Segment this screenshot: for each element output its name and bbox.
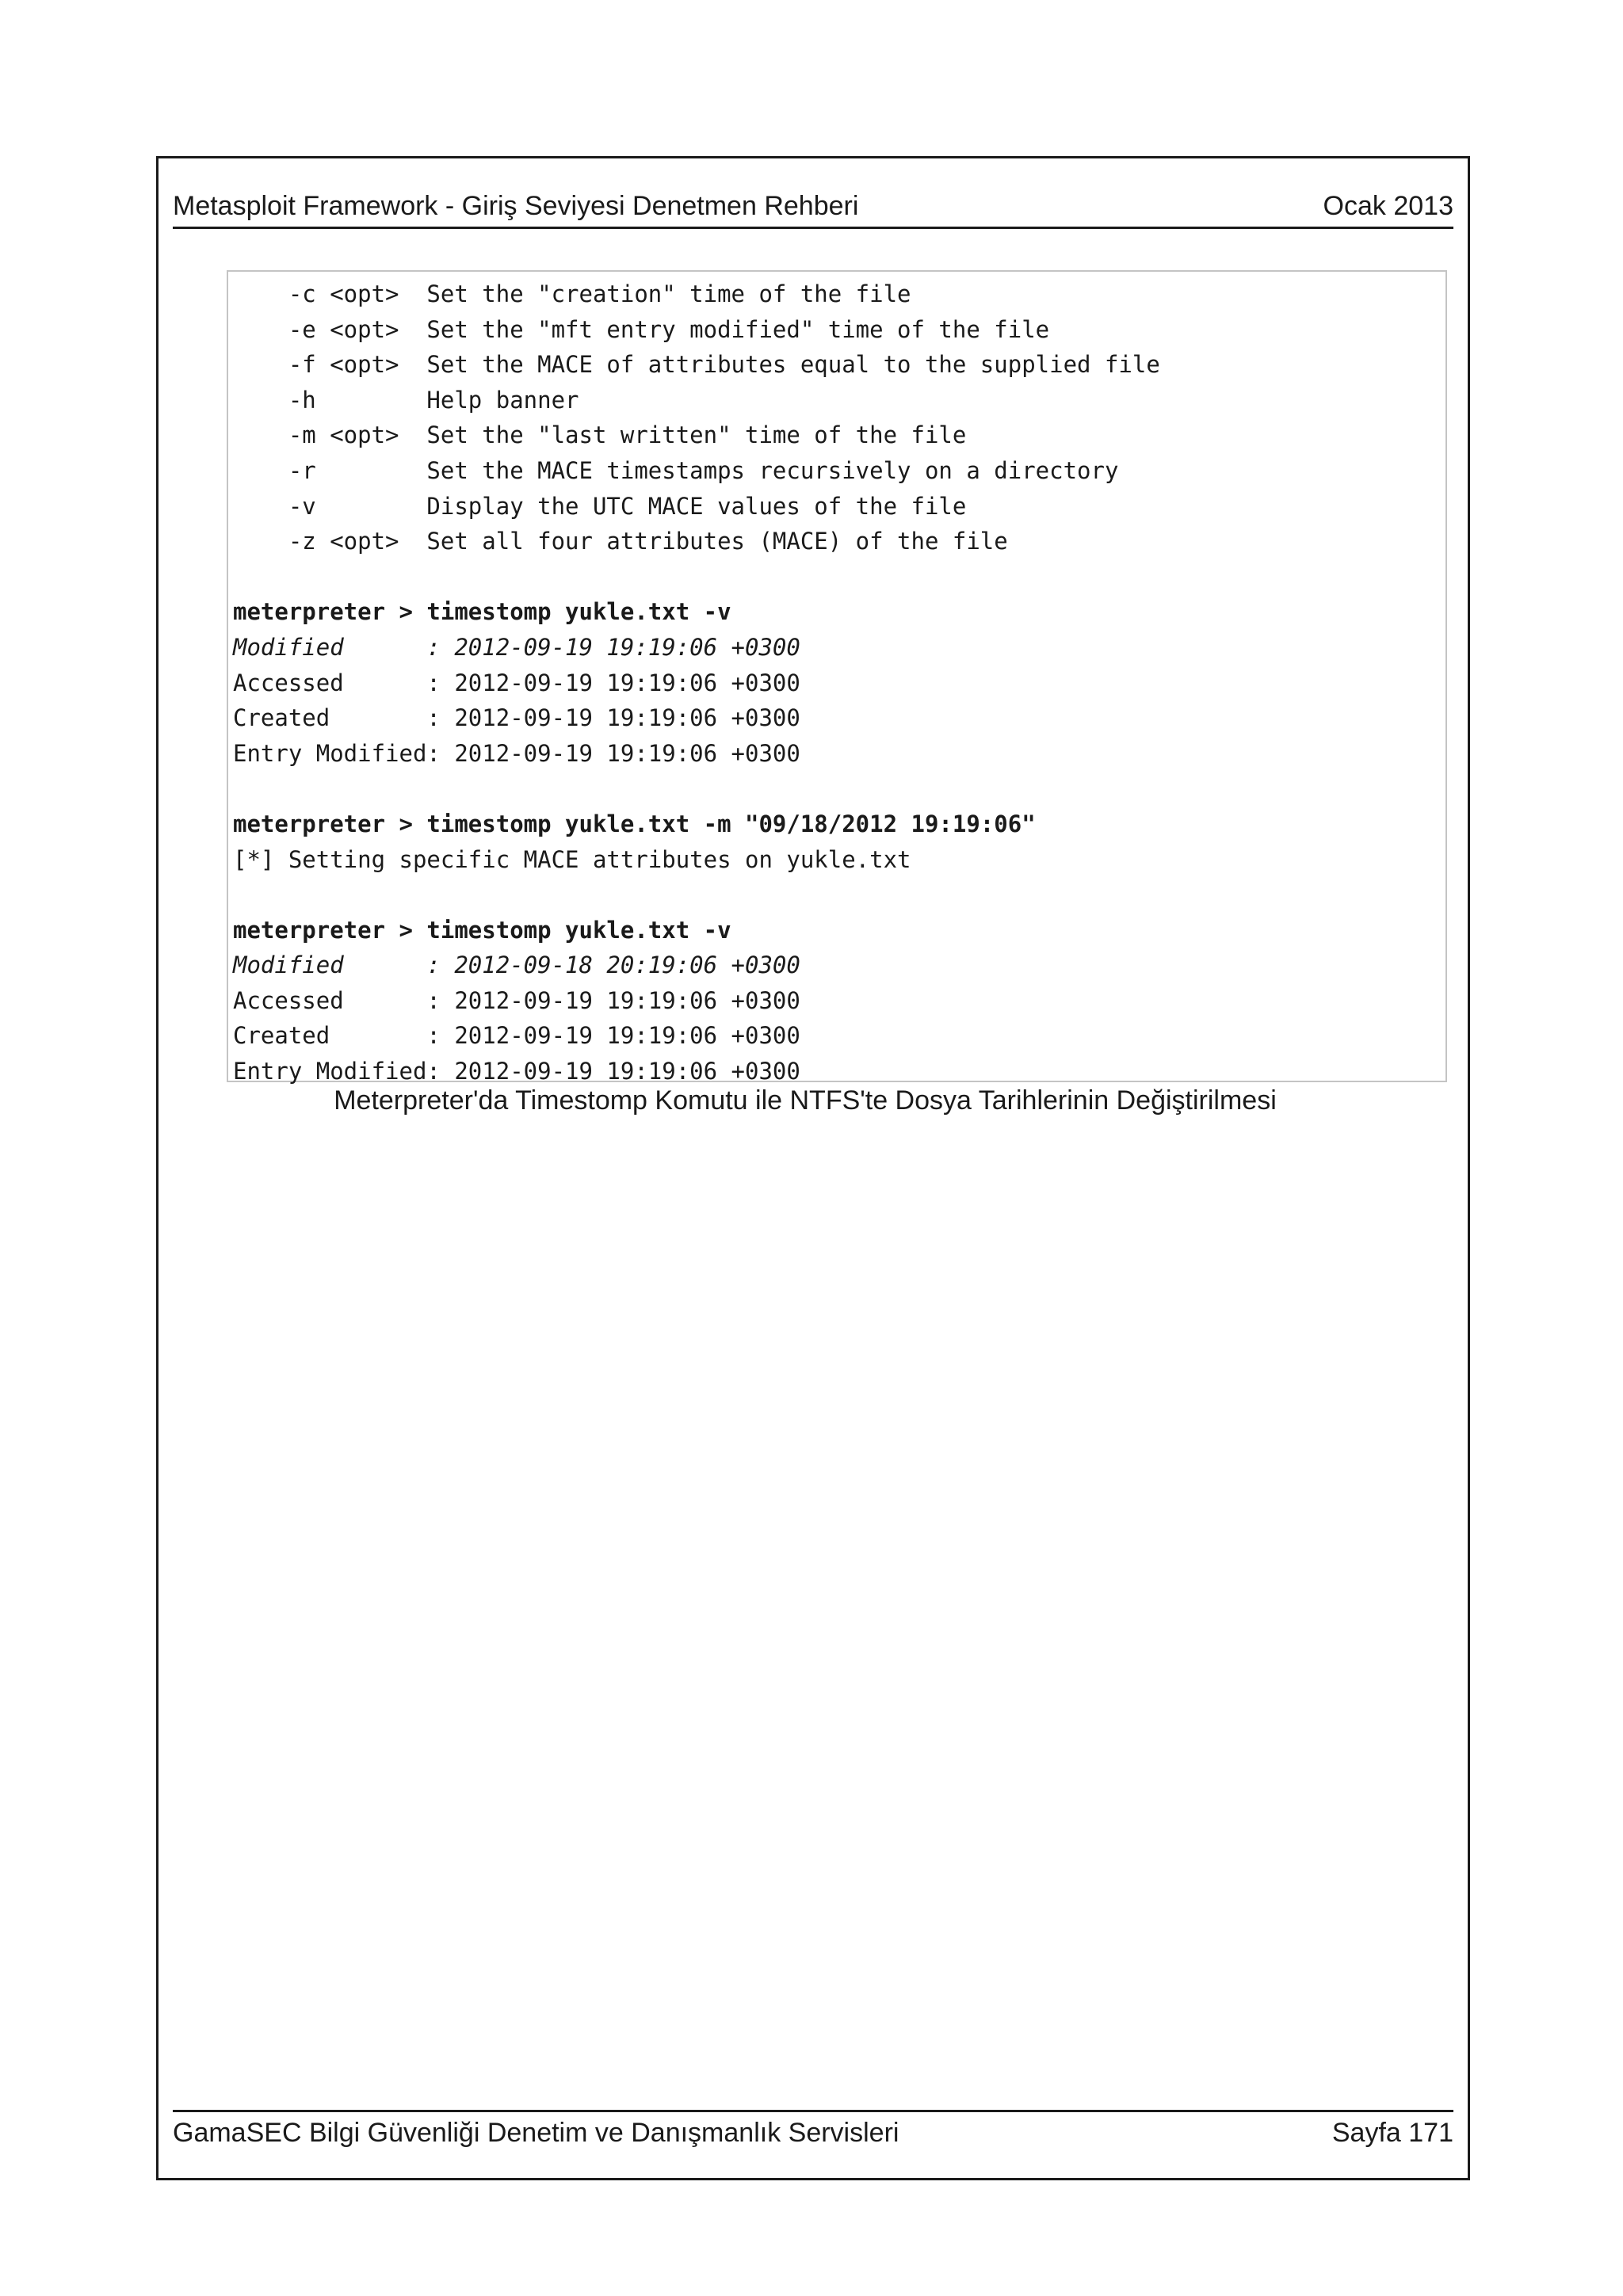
page-footer [173,2110,1453,2157]
footer-company: GamaSEC Bilgi Güvenliği Denetim ve Danışmanlık Servisleri [173,2118,899,2148]
code-line: Accessed : 2012-09-19 19:19:06 +0300 [233,669,800,696]
code-line: -f <opt> Set the MACE of attributes equal to the supplied file [233,351,1160,379]
code-line [233,559,1445,595]
code-line: Created : 2012-09-19 19:19:06 +0300 [233,704,800,732]
code-line: -c <opt> Set the "creation" time of the file [233,280,911,307]
code-line: Created : 2012-09-19 19:19:06 +0300 [233,1022,800,1050]
code-line: meterpreter > timestomp yukle.txt -v [233,916,731,944]
code-line: meterpreter > timestomp yukle.txt -m "09/18/2012 19:19:06" [233,810,1036,837]
document-date: Ocak 2013 [1323,191,1453,221]
code-line [233,877,1445,913]
page-header [173,182,1453,229]
code-line: Accessed : 2012-09-19 19:19:06 +0300 [233,986,800,1014]
code-line: Entry Modified: 2012-09-19 19:19:06 +0300 [233,739,800,767]
code-line: -v Display the UTC MACE values of the file [233,492,967,520]
page-number: Sayfa 171 [1331,2118,1453,2148]
code-line: -m <opt> Set the "last written" time of the file [233,421,967,449]
code-line: -e <opt> Set the "mft entry modified" time of the file [233,315,1050,343]
page-frame [156,156,1470,2180]
code-line: meterpreter > timestomp yukle.txt -v [233,598,731,626]
document-title: Metasploit Framework - Giriş Seviyesi Denetmen Rehberi [173,191,859,221]
code-line: Entry Modified: 2012-09-19 19:19:06 +0300 [233,1058,800,1085]
code-line: -z <opt> Set all four attributes (MACE) of the file [233,528,1008,555]
code-line: [*] Setting specific MACE attributes on yukle.txt [233,845,911,873]
code-listing [227,270,1447,1085]
code-line [233,771,1445,807]
figure-caption: Meterpreter'da Timestomp Komutu ile NTFS'te Dosya Tarihlerinin Değiştirilmesi [334,1085,1277,1116]
code-line: -r Set the MACE timestamps recursively on a directory [233,456,1119,484]
code-line: -h Help banner [233,386,579,414]
code-line: Modified : 2012-09-18 20:19:06 +0300 [233,952,800,979]
code-line: Modified : 2012-09-19 19:19:06 +0300 [233,633,800,661]
